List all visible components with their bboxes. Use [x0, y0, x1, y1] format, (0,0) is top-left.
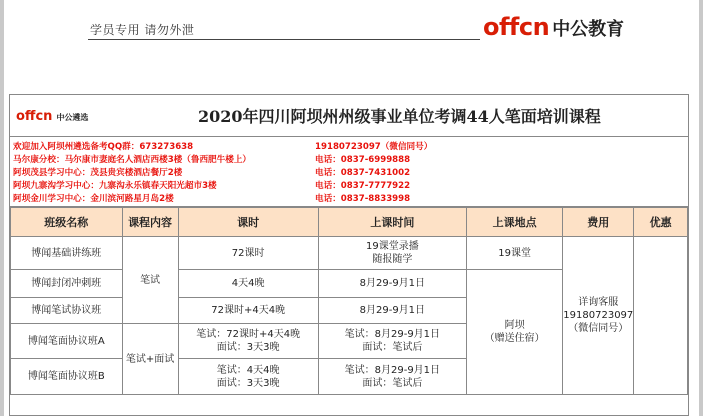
- col-header-discount: 优惠: [634, 208, 688, 237]
- offcn-logo: [483, 13, 624, 43]
- col-header-content: 课程内容: [122, 208, 178, 237]
- info-phone: 电话：0837-7431002: [315, 168, 411, 178]
- sheet-logo-latin: offcn: [16, 109, 53, 124]
- header-rule: [88, 39, 480, 40]
- discount-cell: [634, 237, 688, 395]
- info-phone: 电话：0837-8833998: [315, 194, 411, 204]
- info-line: [13, 166, 182, 178]
- course-time: 8月29-9月1日: [318, 270, 466, 298]
- info-line: [13, 140, 193, 152]
- class-name: 博闻封闭冲刺班: [11, 270, 123, 298]
- course-content: 笔试: [122, 237, 178, 324]
- info-text: 阿坝金川学习中心：金川滨河路星月岛2楼: [13, 194, 174, 204]
- course-hours: 笔试：72课时+4天4晚 面试：3天3晚: [178, 324, 318, 359]
- col-header-time: 上课时间: [318, 208, 466, 237]
- info-line: [13, 179, 217, 191]
- info-phone: 19180723097（微信同号）: [315, 142, 433, 152]
- col-header-place: 上课地点: [466, 208, 562, 237]
- course-sheet: [9, 94, 689, 416]
- course-place: 19课堂: [466, 237, 562, 270]
- course-hours: 72课时: [178, 237, 318, 270]
- sheet-title: 2020年四川阿坝州州级事业单位考调44人笔面培训课程: [198, 107, 601, 126]
- class-name: 博闻笔试协议班: [11, 298, 123, 324]
- fee-cell: 详询客服 19180723097 （微信同号）: [563, 237, 634, 395]
- course-table: [10, 207, 688, 395]
- class-name: 博闻笔面协议班B: [11, 359, 123, 395]
- class-name: 博闻基础讲练班: [11, 237, 123, 270]
- course-time: 笔试：8月29-9月1日 面试：笔试后: [318, 324, 466, 359]
- table-header-row: [11, 208, 688, 237]
- info-text: 马尔康分校：马尔康市妻庭名人酒店西楼3楼（鲁西肥牛楼上）: [13, 155, 252, 165]
- course-time: 19课堂录播 随报随学: [318, 237, 466, 270]
- course-hours: 72课时+4天4晚: [178, 298, 318, 324]
- col-header-hours: 课时: [178, 208, 318, 237]
- col-header-class: 班级名称: [11, 208, 123, 237]
- info-line: [13, 153, 251, 165]
- info-phone: 电话：0837-6999888: [315, 155, 411, 165]
- course-hours: 笔试：4天4晚 面试：3天3晚: [178, 359, 318, 395]
- info-text: 阿坝九寨沟学习中心：九寨沟永乐镇春天阳光超市3楼: [13, 181, 217, 191]
- sheet-logo-cn: 中公遴选: [56, 113, 89, 122]
- sheet-logo: [16, 109, 88, 124]
- col-header-fee: 费用: [563, 208, 634, 237]
- class-name: 博闻笔面协议班A: [11, 324, 123, 359]
- course-time: 笔试：8月29-9月1日 面试：笔试后: [318, 359, 466, 395]
- info-line: [13, 192, 174, 204]
- course-hours: 4天4晚: [178, 270, 318, 298]
- logo-cn-text: 中公教育: [552, 19, 625, 40]
- logo-latin-text: offcn: [483, 13, 550, 41]
- course-time: 8月29-9月1日: [318, 298, 466, 324]
- info-text: 欢迎加入阿坝州遴选备考QQ群：673273638: [13, 142, 194, 152]
- course-place-merged: 阿坝 （赠送住宿）: [466, 270, 562, 395]
- info-phone: 电话：0837-7777922: [315, 181, 411, 191]
- table-row: [11, 237, 688, 270]
- info-text: 阿坝茂县学习中心：茂县贵宾楼酒店餐厅2楼: [13, 168, 183, 178]
- course-content: 笔试+面试: [122, 324, 178, 395]
- sheet-title-row: [10, 95, 688, 137]
- confidential-note: 学员专用 请勿外泄: [90, 23, 195, 37]
- contact-info: [10, 137, 688, 207]
